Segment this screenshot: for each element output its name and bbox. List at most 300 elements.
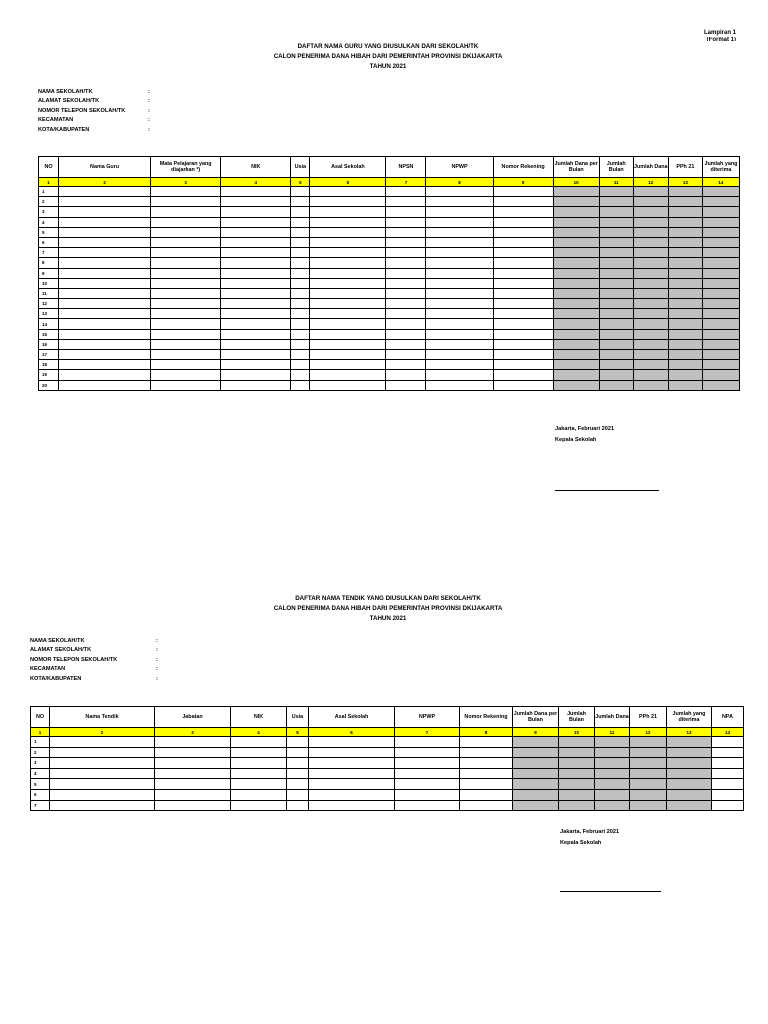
table-cell[interactable] — [310, 299, 386, 309]
table-cell[interactable] — [231, 768, 287, 779]
table-cell[interactable] — [59, 278, 151, 288]
table-cell[interactable] — [702, 227, 739, 237]
table-cell[interactable] — [310, 309, 386, 319]
table-cell[interactable] — [599, 268, 633, 278]
table-cell[interactable] — [553, 197, 599, 207]
table-cell[interactable] — [630, 800, 667, 811]
table-cell[interactable] — [633, 237, 668, 247]
table-cell[interactable] — [712, 768, 744, 779]
table-cell[interactable] — [221, 227, 291, 237]
table-cell[interactable] — [493, 268, 553, 278]
table-cell[interactable] — [386, 370, 426, 380]
table-cell[interactable] — [426, 227, 493, 237]
table-cell[interactable] — [221, 329, 291, 339]
table-cell[interactable] — [553, 248, 599, 258]
table-cell[interactable] — [493, 350, 553, 360]
table-cell[interactable] — [668, 268, 702, 278]
table-cell[interactable] — [599, 207, 633, 217]
table-cell[interactable] — [155, 800, 231, 811]
table-cell[interactable] — [599, 370, 633, 380]
table-cell[interactable] — [151, 248, 221, 258]
table-cell[interactable] — [712, 747, 744, 758]
table-cell[interactable] — [50, 768, 155, 779]
table-cell[interactable] — [50, 758, 155, 769]
table-cell[interactable] — [702, 258, 739, 268]
table-cell[interactable] — [287, 737, 309, 748]
table-cell[interactable] — [595, 789, 630, 800]
table-cell[interactable] — [386, 309, 426, 319]
table-cell[interactable] — [595, 779, 630, 790]
table-cell[interactable] — [553, 350, 599, 360]
table-cell[interactable] — [221, 309, 291, 319]
table-cell[interactable] — [386, 268, 426, 278]
table-cell[interactable] — [221, 370, 291, 380]
table-cell[interactable] — [221, 248, 291, 258]
table-cell[interactable] — [633, 370, 668, 380]
table-cell[interactable] — [513, 737, 559, 748]
table-cell[interactable] — [460, 800, 513, 811]
table-cell[interactable] — [493, 207, 553, 217]
table-cell[interactable] — [513, 800, 559, 811]
table-cell[interactable] — [386, 217, 426, 227]
table-cell[interactable] — [231, 737, 287, 748]
table-cell[interactable] — [460, 737, 513, 748]
table-cell[interactable] — [151, 288, 221, 298]
table-cell[interactable] — [426, 288, 493, 298]
table-cell[interactable] — [310, 350, 386, 360]
table-cell[interactable] — [151, 299, 221, 309]
table-cell[interactable] — [513, 779, 559, 790]
table-cell[interactable] — [310, 339, 386, 349]
table-cell[interactable] — [595, 737, 630, 748]
table-cell[interactable] — [231, 789, 287, 800]
table-cell[interactable] — [221, 187, 291, 197]
table-cell[interactable] — [309, 768, 395, 779]
table-cell[interactable] — [231, 747, 287, 758]
table-cell[interactable] — [59, 309, 151, 319]
table-cell[interactable] — [386, 237, 426, 247]
table-cell[interactable] — [633, 329, 668, 339]
table-cell[interactable] — [667, 789, 712, 800]
table-cell[interactable] — [702, 360, 739, 370]
table-cell[interactable] — [50, 800, 155, 811]
table-cell[interactable] — [426, 299, 493, 309]
table-cell[interactable] — [386, 197, 426, 207]
table-cell[interactable] — [553, 217, 599, 227]
table-cell[interactable] — [633, 197, 668, 207]
table-cell[interactable] — [59, 227, 151, 237]
table-cell[interactable] — [599, 329, 633, 339]
table-cell[interactable] — [426, 339, 493, 349]
table-cell[interactable] — [386, 227, 426, 237]
table-cell[interactable] — [493, 329, 553, 339]
table-cell[interactable] — [386, 248, 426, 258]
table-cell[interactable] — [309, 737, 395, 748]
table-cell[interactable] — [630, 758, 667, 769]
table-cell[interactable] — [633, 258, 668, 268]
table-cell[interactable] — [310, 207, 386, 217]
table-cell[interactable] — [291, 227, 310, 237]
table-cell[interactable] — [221, 319, 291, 329]
table-cell[interactable] — [553, 268, 599, 278]
table-cell[interactable] — [668, 309, 702, 319]
table-cell[interactable] — [599, 197, 633, 207]
table-cell[interactable] — [155, 768, 231, 779]
table-cell[interactable] — [667, 779, 712, 790]
table-cell[interactable] — [426, 207, 493, 217]
table-cell[interactable] — [599, 217, 633, 227]
table-cell[interactable] — [553, 288, 599, 298]
table-cell[interactable] — [231, 758, 287, 769]
table-cell[interactable] — [287, 789, 309, 800]
table-cell[interactable] — [386, 380, 426, 390]
table-cell[interactable] — [291, 248, 310, 258]
table-cell[interactable] — [559, 768, 595, 779]
table-cell[interactable] — [493, 339, 553, 349]
table-cell[interactable] — [426, 258, 493, 268]
table-cell[interactable] — [668, 299, 702, 309]
table-cell[interactable] — [513, 758, 559, 769]
table-cell[interactable] — [599, 360, 633, 370]
table-cell[interactable] — [426, 248, 493, 258]
table-cell[interactable] — [595, 768, 630, 779]
table-cell[interactable] — [630, 737, 667, 748]
table-cell[interactable] — [231, 800, 287, 811]
table-cell[interactable] — [553, 329, 599, 339]
table-cell[interactable] — [151, 339, 221, 349]
table-cell[interactable] — [493, 299, 553, 309]
table-cell[interactable] — [309, 779, 395, 790]
table-cell[interactable] — [50, 779, 155, 790]
table-cell[interactable] — [310, 380, 386, 390]
table-cell[interactable] — [59, 319, 151, 329]
table-cell[interactable] — [712, 758, 744, 769]
table-cell[interactable] — [310, 268, 386, 278]
table-cell[interactable] — [59, 237, 151, 247]
table-cell[interactable] — [310, 187, 386, 197]
table-cell[interactable] — [633, 319, 668, 329]
table-cell[interactable] — [553, 370, 599, 380]
table-cell[interactable] — [702, 197, 739, 207]
table-cell[interactable] — [668, 288, 702, 298]
table-cell[interactable] — [386, 329, 426, 339]
table-cell[interactable] — [221, 268, 291, 278]
table-cell[interactable] — [553, 187, 599, 197]
table-cell[interactable] — [386, 278, 426, 288]
table-cell[interactable] — [633, 227, 668, 237]
table-cell[interactable] — [633, 288, 668, 298]
table-cell[interactable] — [667, 747, 712, 758]
table-cell[interactable] — [309, 789, 395, 800]
table-cell[interactable] — [493, 248, 553, 258]
table-cell[interactable] — [59, 268, 151, 278]
table-cell[interactable] — [221, 299, 291, 309]
table-cell[interactable] — [553, 360, 599, 370]
table-cell[interactable] — [59, 187, 151, 197]
table-cell[interactable] — [151, 197, 221, 207]
table-cell[interactable] — [310, 360, 386, 370]
table-cell[interactable] — [291, 288, 310, 298]
table-cell[interactable] — [386, 207, 426, 217]
table-cell[interactable] — [553, 237, 599, 247]
table-cell[interactable] — [599, 227, 633, 237]
table-cell[interactable] — [553, 339, 599, 349]
table-cell[interactable] — [287, 758, 309, 769]
table-cell[interactable] — [221, 380, 291, 390]
table-cell[interactable] — [291, 268, 310, 278]
table-cell[interactable] — [291, 237, 310, 247]
table-cell[interactable] — [310, 248, 386, 258]
table-cell[interactable] — [553, 278, 599, 288]
table-cell[interactable] — [702, 217, 739, 227]
table-cell[interactable] — [493, 360, 553, 370]
table-cell[interactable] — [221, 360, 291, 370]
table-cell[interactable] — [426, 360, 493, 370]
table-cell[interactable] — [702, 339, 739, 349]
table-cell[interactable] — [702, 319, 739, 329]
table-cell[interactable] — [702, 350, 739, 360]
table-cell[interactable] — [668, 329, 702, 339]
table-cell[interactable] — [310, 258, 386, 268]
table-cell[interactable] — [668, 237, 702, 247]
table-cell[interactable] — [59, 380, 151, 390]
table-cell[interactable] — [668, 227, 702, 237]
table-cell[interactable] — [395, 737, 460, 748]
table-cell[interactable] — [702, 248, 739, 258]
table-cell[interactable] — [291, 319, 310, 329]
table-cell[interactable] — [630, 779, 667, 790]
table-cell[interactable] — [633, 299, 668, 309]
table-cell[interactable] — [559, 779, 595, 790]
table-cell[interactable] — [291, 339, 310, 349]
table-cell[interactable] — [633, 309, 668, 319]
table-cell[interactable] — [668, 217, 702, 227]
table-cell[interactable] — [310, 288, 386, 298]
table-cell[interactable] — [395, 779, 460, 790]
table-cell[interactable] — [291, 197, 310, 207]
table-cell[interactable] — [460, 768, 513, 779]
table-cell[interactable] — [386, 339, 426, 349]
table-cell[interactable] — [630, 747, 667, 758]
table-cell[interactable] — [426, 370, 493, 380]
table-cell[interactable] — [151, 227, 221, 237]
table-cell[interactable] — [667, 758, 712, 769]
table-cell[interactable] — [668, 350, 702, 360]
table-cell[interactable] — [291, 309, 310, 319]
table-cell[interactable] — [59, 360, 151, 370]
table-cell[interactable] — [702, 370, 739, 380]
table-cell[interactable] — [702, 268, 739, 278]
table-cell[interactable] — [599, 258, 633, 268]
table-cell[interactable] — [599, 237, 633, 247]
table-cell[interactable] — [386, 288, 426, 298]
table-cell[interactable] — [702, 288, 739, 298]
table-cell[interactable] — [630, 789, 667, 800]
table-cell[interactable] — [310, 237, 386, 247]
table-cell[interactable] — [395, 800, 460, 811]
table-cell[interactable] — [493, 217, 553, 227]
table-cell[interactable] — [221, 350, 291, 360]
table-cell[interactable] — [221, 288, 291, 298]
table-cell[interactable] — [151, 350, 221, 360]
table-cell[interactable] — [702, 329, 739, 339]
table-cell[interactable] — [395, 768, 460, 779]
table-cell[interactable] — [633, 339, 668, 349]
table-cell[interactable] — [702, 299, 739, 309]
table-cell[interactable] — [426, 380, 493, 390]
table-cell[interactable] — [155, 737, 231, 748]
table-cell[interactable] — [633, 380, 668, 390]
table-cell[interactable] — [633, 268, 668, 278]
table-cell[interactable] — [559, 758, 595, 769]
table-cell[interactable] — [460, 789, 513, 800]
table-cell[interactable] — [395, 747, 460, 758]
table-cell[interactable] — [668, 370, 702, 380]
table-cell[interactable] — [668, 248, 702, 258]
table-cell[interactable] — [553, 207, 599, 217]
table-cell[interactable] — [151, 360, 221, 370]
table-cell[interactable] — [493, 237, 553, 247]
table-cell[interactable] — [633, 207, 668, 217]
table-cell[interactable] — [310, 227, 386, 237]
table-cell[interactable] — [668, 187, 702, 197]
table-cell[interactable] — [702, 380, 739, 390]
table-cell[interactable] — [426, 237, 493, 247]
table-cell[interactable] — [155, 779, 231, 790]
table-cell[interactable] — [702, 278, 739, 288]
table-cell[interactable] — [50, 747, 155, 758]
table-cell[interactable] — [712, 737, 744, 748]
table-cell[interactable] — [493, 288, 553, 298]
table-cell[interactable] — [291, 217, 310, 227]
table-cell[interactable] — [151, 309, 221, 319]
table-cell[interactable] — [291, 370, 310, 380]
table-cell[interactable] — [310, 329, 386, 339]
table-cell[interactable] — [559, 789, 595, 800]
table-cell[interactable] — [667, 768, 712, 779]
table-cell[interactable] — [553, 319, 599, 329]
table-cell[interactable] — [668, 360, 702, 370]
table-cell[interactable] — [310, 278, 386, 288]
table-cell[interactable] — [668, 278, 702, 288]
table-cell[interactable] — [702, 207, 739, 217]
table-cell[interactable] — [702, 237, 739, 247]
table-cell[interactable] — [633, 278, 668, 288]
table-cell[interactable] — [493, 278, 553, 288]
table-cell[interactable] — [59, 370, 151, 380]
table-cell[interactable] — [287, 768, 309, 779]
table-cell[interactable] — [513, 747, 559, 758]
table-cell[interactable] — [460, 758, 513, 769]
table-cell[interactable] — [426, 319, 493, 329]
table-cell[interactable] — [460, 779, 513, 790]
table-cell[interactable] — [426, 187, 493, 197]
table-cell[interactable] — [630, 768, 667, 779]
table-cell[interactable] — [221, 339, 291, 349]
table-cell[interactable] — [599, 299, 633, 309]
table-cell[interactable] — [559, 800, 595, 811]
table-cell[interactable] — [667, 737, 712, 748]
table-cell[interactable] — [386, 360, 426, 370]
table-cell[interactable] — [426, 268, 493, 278]
table-cell[interactable] — [221, 278, 291, 288]
table-cell[interactable] — [395, 789, 460, 800]
table-cell[interactable] — [309, 747, 395, 758]
table-cell[interactable] — [426, 278, 493, 288]
table-cell[interactable] — [59, 248, 151, 258]
table-cell[interactable] — [386, 258, 426, 268]
table-cell[interactable] — [667, 800, 712, 811]
table-cell[interactable] — [599, 278, 633, 288]
table-cell[interactable] — [151, 329, 221, 339]
table-cell[interactable] — [493, 227, 553, 237]
table-cell[interactable] — [426, 309, 493, 319]
table-cell[interactable] — [599, 288, 633, 298]
table-cell[interactable] — [493, 380, 553, 390]
table-cell[interactable] — [668, 258, 702, 268]
table-cell[interactable] — [151, 278, 221, 288]
table-cell[interactable] — [668, 380, 702, 390]
table-cell[interactable] — [559, 737, 595, 748]
table-cell[interactable] — [426, 197, 493, 207]
table-cell[interactable] — [493, 187, 553, 197]
table-cell[interactable] — [151, 319, 221, 329]
table-cell[interactable] — [595, 800, 630, 811]
table-cell[interactable] — [59, 197, 151, 207]
table-cell[interactable] — [291, 187, 310, 197]
table-cell[interactable] — [151, 268, 221, 278]
table-cell[interactable] — [493, 309, 553, 319]
table-cell[interactable] — [712, 789, 744, 800]
table-cell[interactable] — [712, 800, 744, 811]
table-cell[interactable] — [221, 237, 291, 247]
table-cell[interactable] — [386, 350, 426, 360]
table-cell[interactable] — [310, 217, 386, 227]
table-cell[interactable] — [291, 278, 310, 288]
table-cell[interactable] — [493, 197, 553, 207]
table-cell[interactable] — [155, 758, 231, 769]
table-cell[interactable] — [599, 319, 633, 329]
table-cell[interactable] — [291, 380, 310, 390]
table-cell[interactable] — [633, 187, 668, 197]
table-cell[interactable] — [310, 319, 386, 329]
table-cell[interactable] — [151, 380, 221, 390]
table-cell[interactable] — [599, 309, 633, 319]
table-cell[interactable] — [553, 258, 599, 268]
table-cell[interactable] — [59, 217, 151, 227]
table-cell[interactable] — [291, 360, 310, 370]
table-cell[interactable] — [309, 800, 395, 811]
table-cell[interactable] — [221, 207, 291, 217]
table-cell[interactable] — [287, 779, 309, 790]
table-cell[interactable] — [668, 207, 702, 217]
table-cell[interactable] — [702, 309, 739, 319]
table-cell[interactable] — [50, 789, 155, 800]
table-cell[interactable] — [287, 800, 309, 811]
table-cell[interactable] — [493, 319, 553, 329]
table-cell[interactable] — [386, 187, 426, 197]
table-cell[interactable] — [291, 329, 310, 339]
table-cell[interactable] — [513, 789, 559, 800]
table-cell[interactable] — [151, 237, 221, 247]
table-cell[interactable] — [460, 747, 513, 758]
table-cell[interactable] — [151, 370, 221, 380]
table-cell[interactable] — [151, 187, 221, 197]
table-cell[interactable] — [287, 747, 309, 758]
table-cell[interactable] — [553, 299, 599, 309]
table-cell[interactable] — [309, 758, 395, 769]
table-cell[interactable] — [310, 370, 386, 380]
